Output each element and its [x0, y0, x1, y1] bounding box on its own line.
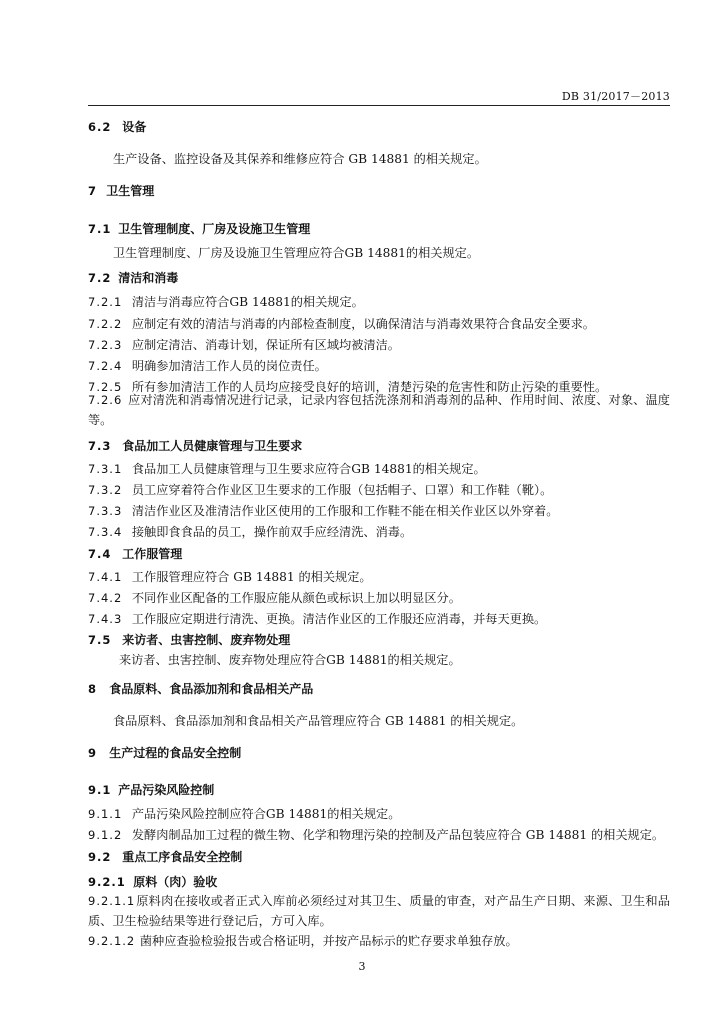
clause-number: 7.3.4	[88, 525, 123, 539]
section-title: 卫生管理制度、厂房及设施卫生管理	[118, 222, 311, 236]
clause-7-2-4	[88, 358, 670, 374]
section-title: 产品污染风险控制	[118, 783, 215, 797]
clause-7-4-2	[88, 590, 670, 606]
section-number: 7.4	[88, 547, 112, 561]
section-number: 7.2	[88, 271, 112, 285]
clause-7-3-2	[88, 482, 670, 498]
section-7-4-heading	[88, 546, 670, 562]
header-rule	[88, 105, 670, 106]
section-6-2-heading	[88, 119, 670, 135]
clause-number: 7.4.3	[88, 612, 123, 626]
clause-text: 应对清洗和消毒情况进行记录，记录内容包括洗涤剂和消毒剂的品种、作用时间、浓度、对象、温度等。	[88, 393, 670, 427]
section-9-heading	[88, 745, 670, 761]
clause-7-3-3	[88, 503, 670, 519]
section-number: 7	[88, 184, 98, 198]
section-title: 重点工序食品安全控制	[122, 850, 243, 864]
page-number: 3	[358, 960, 366, 973]
clause-text: 菌种应查验检验报告或合格证明，并按产品标示的贮存要求单独存放。	[139, 934, 518, 948]
section-number: 9.2	[88, 850, 112, 864]
section-6-2-text: 生产设备、监控设备及其保养和维修应符合 GB 14881 的相关规定。	[113, 152, 487, 166]
clause-text: 清洁作业区及准清洁作业区使用的工作服和工作鞋不能在相关作业区以外穿着。	[131, 504, 559, 518]
section-title: 设备	[122, 120, 147, 134]
clause-number: 7.2.2	[88, 317, 123, 331]
clause-text: 产品污染风险控制应符合GB 14881的相关规定。	[131, 807, 401, 821]
clause-number: 7.3.3	[88, 504, 123, 518]
section-9-1-heading	[88, 782, 670, 798]
section-number: 6.2	[88, 120, 112, 134]
clause-text: 原料肉在接收或者正式入库前必须经过对其卫生、质量的审查，对产品生产日期、来源、卫生和品质、卫生检验结果等进行登记后，方可入库。	[88, 894, 670, 928]
clause-7-4-1	[88, 569, 670, 585]
section-9-2-heading	[88, 849, 670, 865]
section-title: 工作服管理	[122, 547, 183, 561]
section-7-3-heading	[88, 438, 670, 454]
section-9-2-1-heading	[88, 874, 670, 890]
clause-7-3-4	[88, 524, 670, 540]
section-7-5-text: 来访者、虫害控制、废弃物处理应符合GB 14881的相关规定。	[119, 653, 461, 667]
clause-text: 应制定清洁、消毒计划，保证所有区域均被清洁。	[131, 338, 400, 352]
clause-7-2-2	[88, 316, 670, 332]
section-number: 9.1	[88, 783, 112, 797]
clause-7-2-3	[88, 337, 670, 353]
clause-number: 9.1.2	[88, 828, 123, 842]
section-title: 食品原料、食品添加剂和食品相关产品	[109, 682, 314, 696]
section-7-2-heading	[88, 270, 670, 286]
clause-9-1-2	[88, 827, 670, 843]
section-8-text: 食品原料、食品添加剂和食品相关产品管理应符合 GB 14881 的相关规定。	[113, 714, 524, 728]
clause-number: 7.4.2	[88, 591, 123, 605]
section-8-heading	[88, 681, 670, 697]
clause-text: 不同作业区配备的工作服应能从颜色或标识上加以明显区分。	[131, 591, 461, 605]
clause-text: 食品加工人员健康管理与卫生要求应符合GB 14881的相关规定。	[131, 462, 486, 476]
section-number: 8	[88, 682, 98, 696]
clause-number: 7.2.4	[88, 359, 123, 373]
section-title: 食品加工人员健康管理与卫生要求	[122, 439, 303, 453]
section-number: 7.3	[88, 439, 112, 453]
section-number: 9	[88, 746, 98, 760]
clause-number: 7.2.1	[88, 295, 123, 309]
section-title: 卫生管理	[106, 184, 155, 198]
clause-number: 7.3.1	[88, 462, 123, 476]
clause-text: 应制定有效的清洁与消毒的内部检查制度，以确保清洁与消毒效果符合食品安全要求。	[131, 317, 595, 331]
section-title: 生产过程的食品安全控制	[109, 746, 242, 760]
clause-9-1-1	[88, 806, 670, 822]
section-title: 清洁和消毒	[118, 271, 179, 285]
clause-text: 工作服应定期进行清洗、更换。清洁作业区的工作服还应消毒，并每天更换。	[131, 612, 547, 626]
clause-text: 所有参加清洁工作的人员均应接受良好的培训，清楚污染的危害性和防止污染的重要性。	[131, 380, 608, 394]
clause-number: 9.2.1.2	[88, 934, 136, 948]
clause-7-2-1	[88, 294, 670, 310]
clause-number: 7.3.2	[88, 483, 123, 497]
section-7-1-heading	[88, 221, 670, 237]
clause-9-2-1-1	[88, 891, 670, 931]
section-number: 7.1	[88, 222, 112, 236]
clause-text: 明确参加清洁工作人员的岗位责任。	[131, 359, 327, 373]
clause-9-2-1-2	[88, 933, 670, 949]
clause-number: 9.2.1.1	[88, 894, 136, 908]
section-title: 原料（肉）验收	[133, 875, 218, 889]
clause-text: 工作服管理应符合 GB 14881 的相关规定。	[131, 570, 372, 584]
clause-number: 7.4.1	[88, 570, 123, 584]
section-7-1-text: 卫生管理制度、厂房及设施卫生管理应符合GB 14881的相关规定。	[113, 246, 480, 260]
clause-number: 7.2.5	[88, 380, 123, 394]
clause-7-3-1	[88, 461, 670, 477]
clause-number: 7.2.3	[88, 338, 123, 352]
clause-number: 7.2.6	[88, 393, 123, 407]
section-title: 来访者、虫害控制、废弃物处理	[122, 633, 291, 647]
document-code: DB 31/2017－2013	[561, 90, 670, 103]
clause-text: 清洁与消毒应符合GB 14881的相关规定。	[131, 295, 364, 309]
clause-number: 9.1.1	[88, 807, 123, 821]
section-number: 7.5	[88, 633, 112, 647]
clause-7-4-3	[88, 611, 670, 627]
clause-text: 发酵肉制品加工过程的微生物、化学和物理污染的控制及产品包装应符合 GB 14881 的相关规定。	[131, 828, 665, 842]
clause-text: 接触即食食品的员工，操作前双手应经清洗、消毒。	[131, 525, 413, 539]
section-7-heading	[88, 183, 670, 199]
clause-7-2-6	[88, 390, 670, 430]
clause-text: 员工应穿着符合作业区卫生要求的工作服（包括帽子、口罩）和工作鞋（靴）。	[131, 483, 553, 497]
section-7-5-heading	[88, 632, 670, 648]
section-number: 9.2.1	[88, 875, 126, 889]
